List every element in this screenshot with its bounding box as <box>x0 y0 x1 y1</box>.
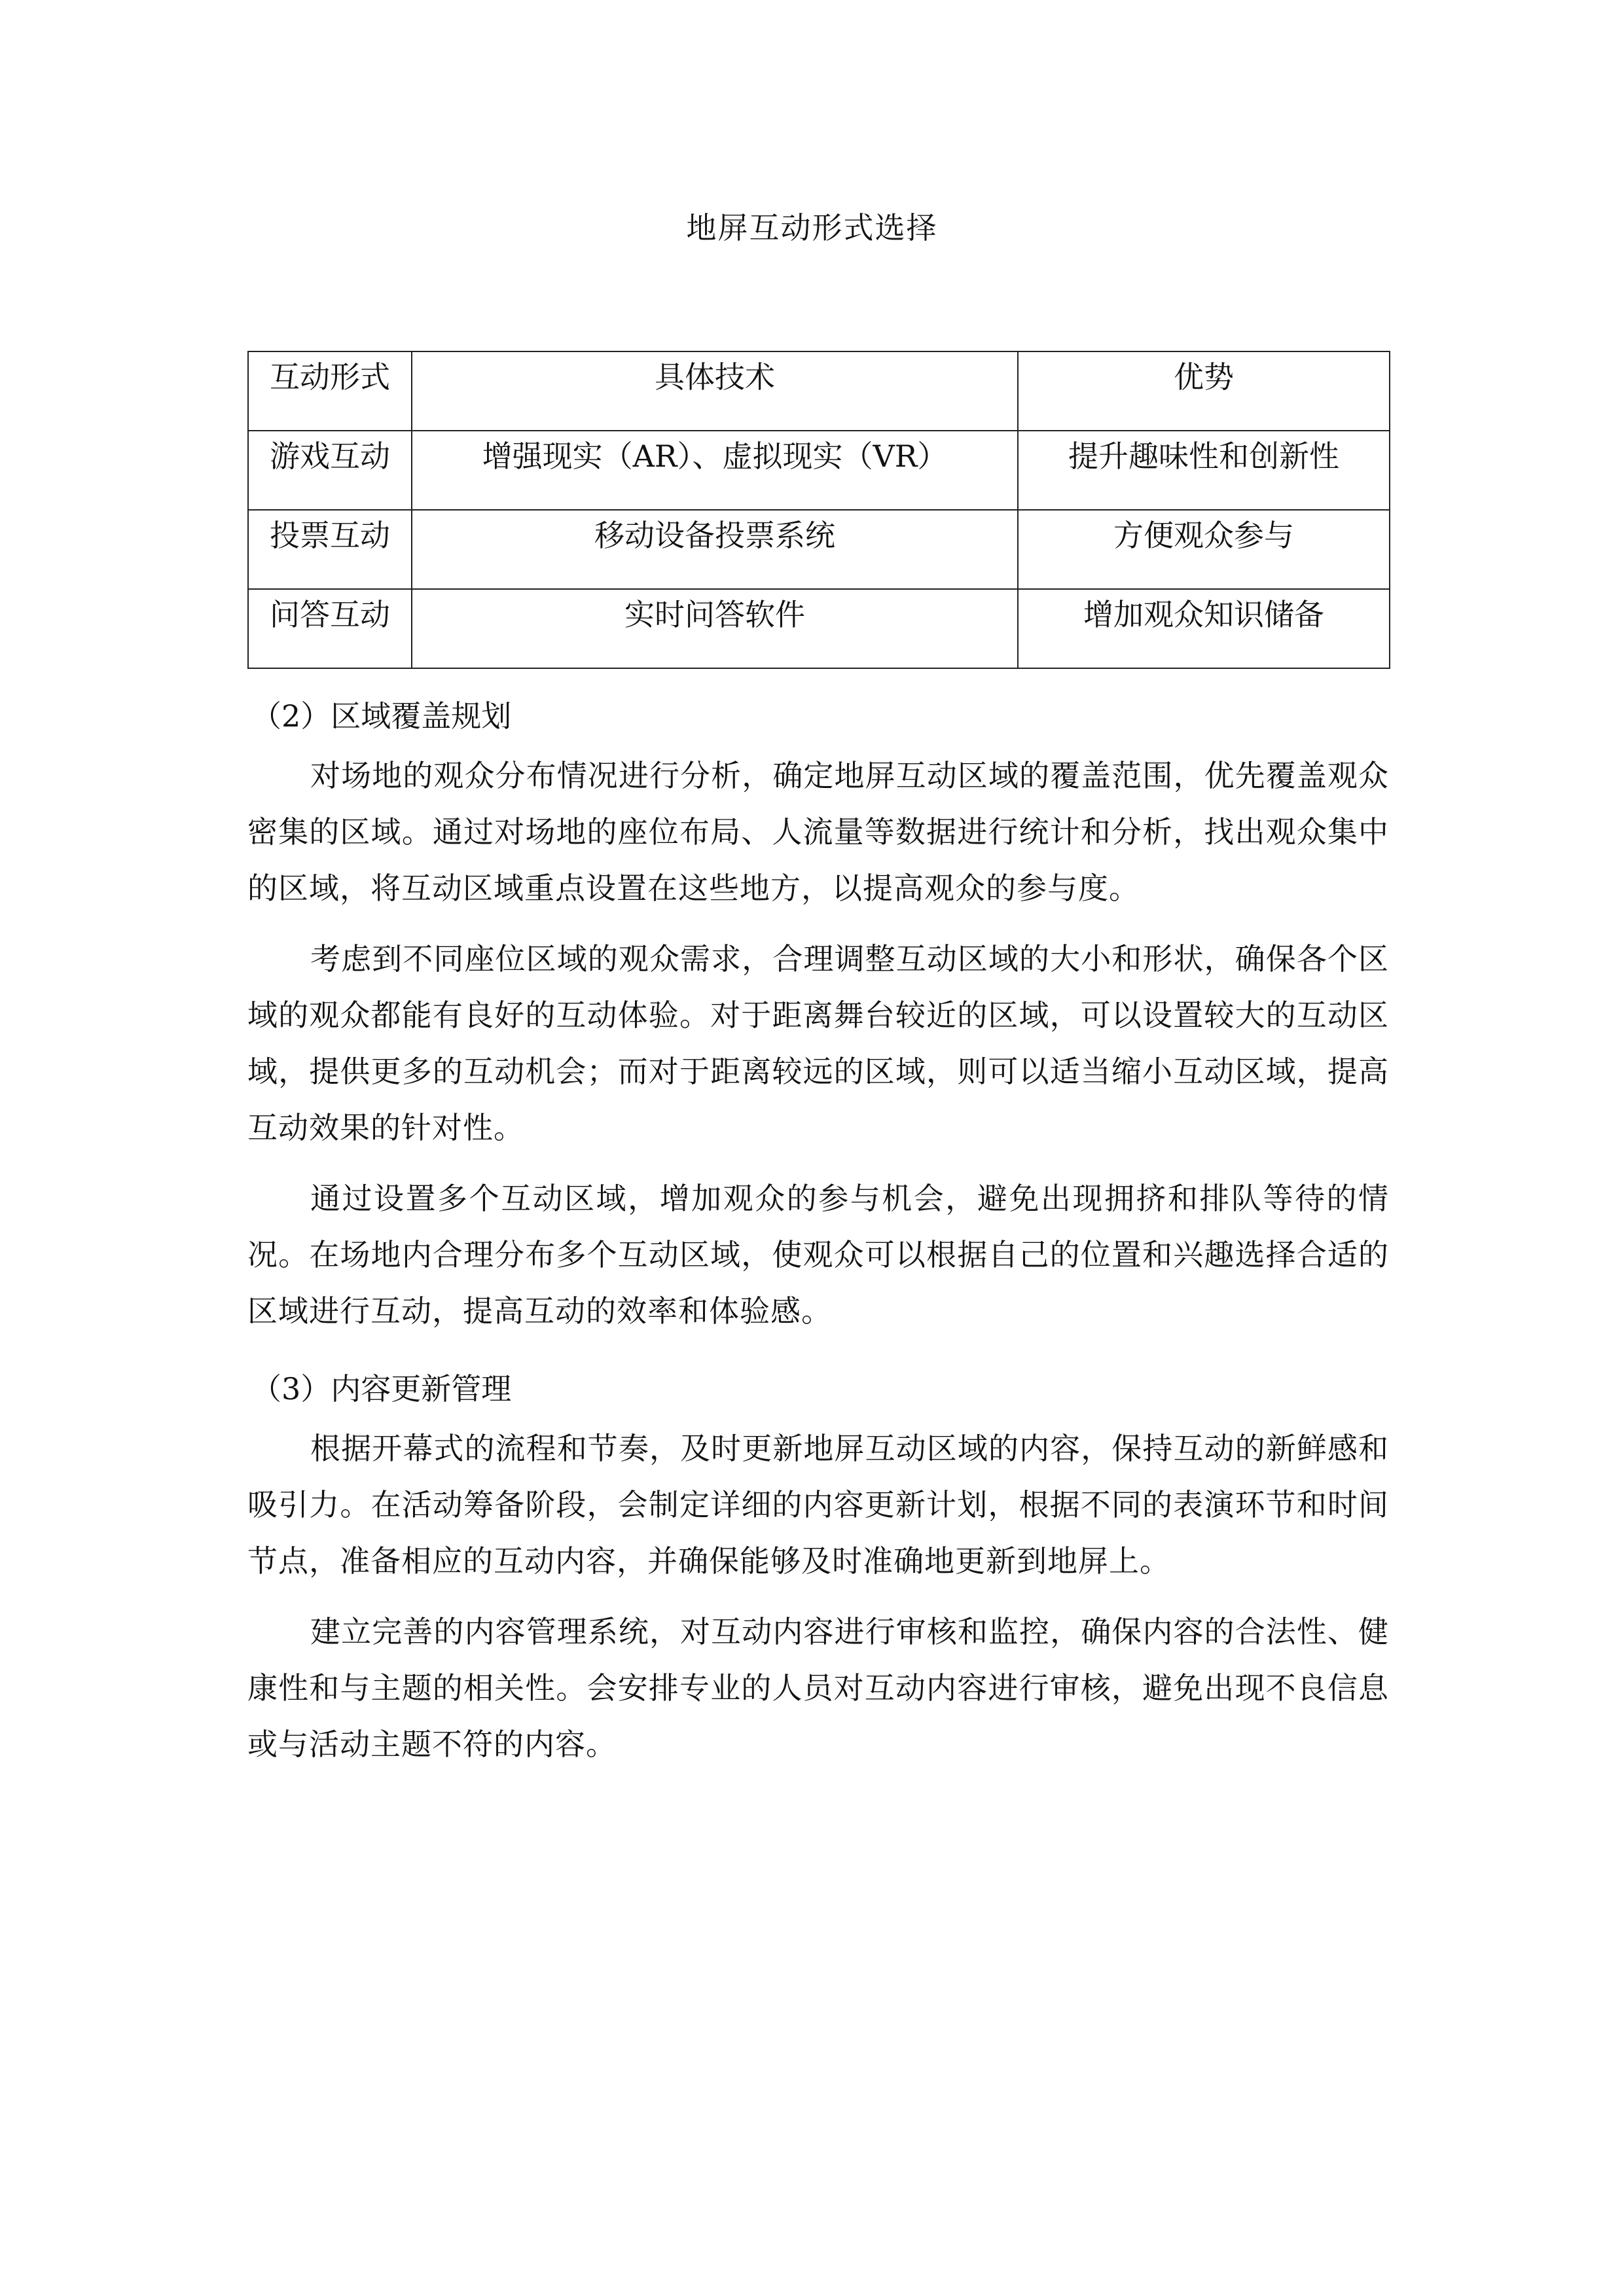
table-cell: 游戏互动 <box>248 431 412 510</box>
table-cell: 增强现实（AR）、虚拟现实（VR） <box>412 431 1018 510</box>
header-cell-advantage: 优势 <box>1018 351 1390 431</box>
table-row <box>248 589 1390 668</box>
paragraph: 根据开幕式的流程和节奏，及时更新地屏互动区域的内容，保持互动的新鲜感和吸引力。在活动筹备阶段，会制定详细的内容更新计划，根据不同的表演环节和时间节点，准备相应的互动内容，并确保能够及时准确地更新到地屏上。 <box>247 1431 1389 1579</box>
table-cell: 问答互动 <box>248 589 412 668</box>
table-cell: 移动设备投票系统 <box>412 510 1018 589</box>
table-row <box>248 431 1390 510</box>
page-title: 地屏互动形式选择 <box>686 210 938 245</box>
paragraph: 对场地的观众分布情况进行分析，确定地屏互动区域的覆盖范围，优先覆盖观众密集的区域。通过对场地的座位布局、人流量等数据进行统计和分析，找出观众集中的区域，将互动区域重点设置在这些地方，以提高观众的参与度。 <box>247 758 1389 906</box>
table-cell: 实时问答软件 <box>412 589 1018 668</box>
table-header-row <box>248 351 1390 431</box>
header-cell-technology: 具体技术 <box>412 351 1018 431</box>
section-heading-area-coverage: （2）区域覆盖规划 <box>251 698 512 734</box>
table-cell: 提升趣味性和创新性 <box>1018 431 1390 510</box>
body-content <box>247 694 1389 1787</box>
table-row <box>248 510 1390 589</box>
paragraph: 建立完善的内容管理系统，对互动内容进行审核和监控，确保内容的合法性、健康性和与主题的相关性。会安排专业的人员对互动内容进行审核，避免出现不良信息或与活动主题不符的内容。 <box>247 1614 1389 1762</box>
table-cell: 投票互动 <box>248 510 412 589</box>
table-cell: 增加观众知识储备 <box>1018 589 1390 668</box>
header-cell-form: 互动形式 <box>248 351 412 431</box>
interaction-form-table <box>247 351 1390 669</box>
table-cell: 方便观众参与 <box>1018 510 1390 589</box>
section-heading-content-update: （3）内容更新管理 <box>251 1371 512 1407</box>
paragraph: 通过设置多个互动区域，增加观众的参与机会，避免出现拥挤和排队等待的情况。在场地内合理分布多个互动区域，使观众可以根据自己的位置和兴趣选择合适的区域进行互动，提高互动的效率和体验感。 <box>247 1181 1389 1329</box>
paragraph: 考虑到不同座位区域的观众需求，合理调整互动区域的大小和形状，确保各个区域的观众都能有良好的互动体验。对于距离舞台较近的区域，可以设置较大的互动区域，提供更多的互动机会；而对于距离较远的区域，则可以适当缩小互动区域，提高互动效果的针对性。 <box>247 941 1389 1145</box>
